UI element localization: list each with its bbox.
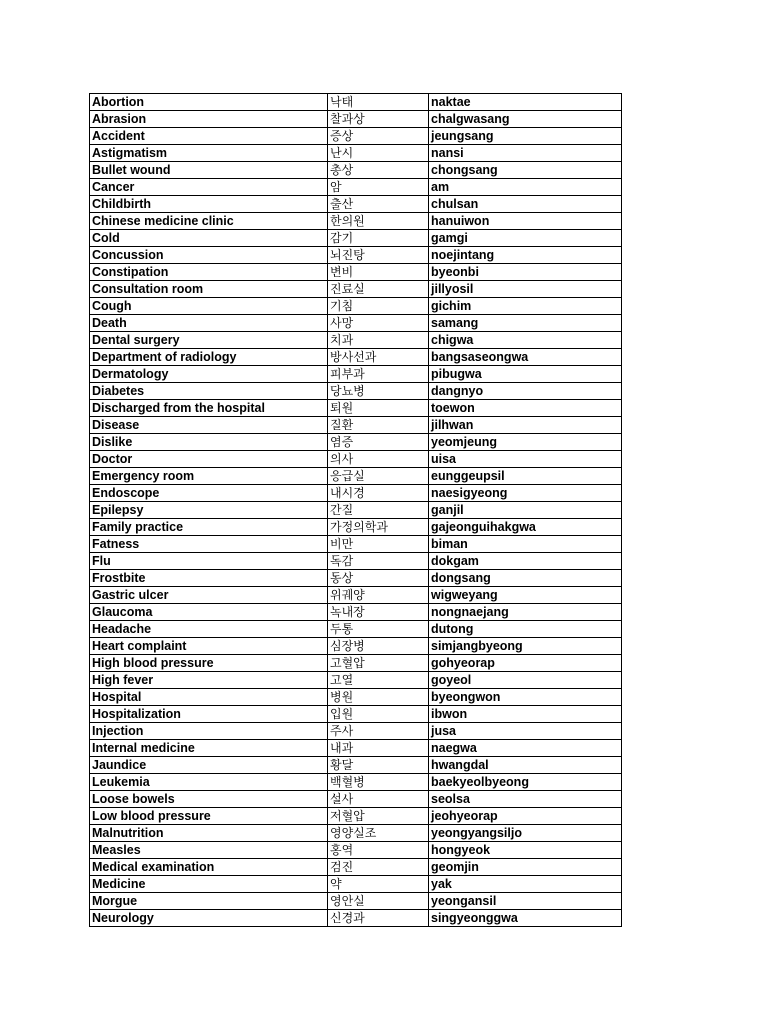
korean-term-cell: 비만 (328, 536, 429, 553)
romanization-cell: jusa (429, 723, 622, 740)
table-row (90, 723, 622, 740)
korean-term-cell: 내시경 (328, 485, 429, 502)
vocabulary-table-body (90, 94, 622, 927)
romanization-cell: dokgam (429, 553, 622, 570)
table-row (90, 519, 622, 536)
romanization-cell: toewon (429, 400, 622, 417)
english-term-cell: Hospitalization (90, 706, 328, 723)
korean-term-cell: 증상 (328, 128, 429, 145)
romanization-cell: noejintang (429, 247, 622, 264)
romanization-cell: ganjil (429, 502, 622, 519)
romanization-cell: jeungsang (429, 128, 622, 145)
english-term-cell: High blood pressure (90, 655, 328, 672)
korean-term-cell: 출산 (328, 196, 429, 213)
korean-term-cell: 진료실 (328, 281, 429, 298)
english-term-cell: Loose bowels (90, 791, 328, 808)
english-term-cell: Hospital (90, 689, 328, 706)
table-row (90, 298, 622, 315)
table-row (90, 434, 622, 451)
english-term-cell: High fever (90, 672, 328, 689)
table-row (90, 672, 622, 689)
english-term-cell: Internal medicine (90, 740, 328, 757)
english-term-cell: Glaucoma (90, 604, 328, 621)
english-term-cell: Medicine (90, 876, 328, 893)
english-term-cell: Chinese medicine clinic (90, 213, 328, 230)
table-row (90, 400, 622, 417)
table-row (90, 213, 622, 230)
korean-term-cell: 암 (328, 179, 429, 196)
korean-term-cell: 간질 (328, 502, 429, 519)
korean-term-cell: 치과 (328, 332, 429, 349)
romanization-cell: yeongansil (429, 893, 622, 910)
korean-term-cell: 영양실조 (328, 825, 429, 842)
romanization-cell: naktae (429, 94, 622, 111)
table-row (90, 791, 622, 808)
korean-term-cell: 질환 (328, 417, 429, 434)
english-term-cell: Flu (90, 553, 328, 570)
english-term-cell: Low blood pressure (90, 808, 328, 825)
romanization-cell: naegwa (429, 740, 622, 757)
korean-term-cell: 당뇨병 (328, 383, 429, 400)
english-term-cell: Neurology (90, 910, 328, 927)
table-row (90, 349, 622, 366)
table-row (90, 145, 622, 162)
korean-term-cell: 동상 (328, 570, 429, 587)
romanization-cell: wigweyang (429, 587, 622, 604)
korean-term-cell: 한의원 (328, 213, 429, 230)
korean-term-cell: 설사 (328, 791, 429, 808)
korean-term-cell: 의사 (328, 451, 429, 468)
table-row (90, 485, 622, 502)
english-term-cell: Concussion (90, 247, 328, 264)
romanization-cell: eunggeupsil (429, 468, 622, 485)
korean-term-cell: 낙태 (328, 94, 429, 111)
table-row (90, 842, 622, 859)
romanization-cell: singyeonggwa (429, 910, 622, 927)
table-row (90, 366, 622, 383)
english-term-cell: Family practice (90, 519, 328, 536)
english-term-cell: Dermatology (90, 366, 328, 383)
table-row (90, 876, 622, 893)
romanization-cell: hongyeok (429, 842, 622, 859)
romanization-cell: bangsaseongwa (429, 349, 622, 366)
romanization-cell: dangnyo (429, 383, 622, 400)
table-row (90, 808, 622, 825)
english-term-cell: Gastric ulcer (90, 587, 328, 604)
romanization-cell: dongsang (429, 570, 622, 587)
table-row (90, 825, 622, 842)
english-term-cell: Astigmatism (90, 145, 328, 162)
korean-term-cell: 위궤양 (328, 587, 429, 604)
korean-term-cell: 두통 (328, 621, 429, 638)
romanization-cell: yak (429, 876, 622, 893)
korean-term-cell: 저혈압 (328, 808, 429, 825)
table-row (90, 536, 622, 553)
english-term-cell: Measles (90, 842, 328, 859)
table-row (90, 587, 622, 604)
english-term-cell: Constipation (90, 264, 328, 281)
table-row (90, 621, 622, 638)
table-row (90, 706, 622, 723)
english-term-cell: Medical examination (90, 859, 328, 876)
korean-term-cell: 피부과 (328, 366, 429, 383)
romanization-cell: hanuiwon (429, 213, 622, 230)
table-row (90, 689, 622, 706)
romanization-cell: byeonbi (429, 264, 622, 281)
english-term-cell: Department of radiology (90, 349, 328, 366)
english-term-cell: Frostbite (90, 570, 328, 587)
korean-term-cell: 심장병 (328, 638, 429, 655)
romanization-cell: naesigyeong (429, 485, 622, 502)
table-row (90, 417, 622, 434)
romanization-cell: gohyeorap (429, 655, 622, 672)
table-row (90, 162, 622, 179)
english-term-cell: Injection (90, 723, 328, 740)
table-row (90, 757, 622, 774)
table-row (90, 893, 622, 910)
romanization-cell: am (429, 179, 622, 196)
english-term-cell: Childbirth (90, 196, 328, 213)
korean-term-cell: 독감 (328, 553, 429, 570)
table-row (90, 111, 622, 128)
english-term-cell: Endoscope (90, 485, 328, 502)
romanization-cell: geomjin (429, 859, 622, 876)
table-row (90, 502, 622, 519)
table-row (90, 740, 622, 757)
romanization-cell: simjangbyeong (429, 638, 622, 655)
korean-term-cell: 검진 (328, 859, 429, 876)
korean-term-cell: 고열 (328, 672, 429, 689)
romanization-cell: chigwa (429, 332, 622, 349)
romanization-cell: goyeol (429, 672, 622, 689)
table-row (90, 315, 622, 332)
english-term-cell: Diabetes (90, 383, 328, 400)
romanization-cell: yeomjeung (429, 434, 622, 451)
english-term-cell: Fatness (90, 536, 328, 553)
romanization-cell: dutong (429, 621, 622, 638)
table-row (90, 553, 622, 570)
english-term-cell: Cold (90, 230, 328, 247)
romanization-cell: chalgwasang (429, 111, 622, 128)
korean-term-cell: 난시 (328, 145, 429, 162)
english-term-cell: Doctor (90, 451, 328, 468)
romanization-cell: jillyosil (429, 281, 622, 298)
korean-term-cell: 감기 (328, 230, 429, 247)
table-row (90, 468, 622, 485)
romanization-cell: baekyeolbyeong (429, 774, 622, 791)
romanization-cell: biman (429, 536, 622, 553)
table-row (90, 604, 622, 621)
english-term-cell: Headache (90, 621, 328, 638)
korean-term-cell: 홍역 (328, 842, 429, 859)
table-row (90, 128, 622, 145)
korean-term-cell: 총상 (328, 162, 429, 179)
english-term-cell: Cough (90, 298, 328, 315)
english-term-cell: Death (90, 315, 328, 332)
romanization-cell: nansi (429, 145, 622, 162)
korean-term-cell: 퇴원 (328, 400, 429, 417)
korean-term-cell: 변비 (328, 264, 429, 281)
korean-term-cell: 찰과상 (328, 111, 429, 128)
table-row (90, 859, 622, 876)
table-row (90, 638, 622, 655)
korean-term-cell: 신경과 (328, 910, 429, 927)
vocabulary-table (89, 93, 622, 927)
korean-term-cell: 고혈압 (328, 655, 429, 672)
english-term-cell: Heart complaint (90, 638, 328, 655)
english-term-cell: Malnutrition (90, 825, 328, 842)
english-term-cell: Bullet wound (90, 162, 328, 179)
korean-term-cell: 응급실 (328, 468, 429, 485)
table-row (90, 247, 622, 264)
romanization-cell: uisa (429, 451, 622, 468)
table-row (90, 655, 622, 672)
table-row (90, 451, 622, 468)
table-row (90, 332, 622, 349)
romanization-cell: byeongwon (429, 689, 622, 706)
romanization-cell: gajeonguihakgwa (429, 519, 622, 536)
english-term-cell: Jaundice (90, 757, 328, 774)
english-term-cell: Disease (90, 417, 328, 434)
korean-term-cell: 병원 (328, 689, 429, 706)
korean-term-cell: 황달 (328, 757, 429, 774)
romanization-cell: jeohyeorap (429, 808, 622, 825)
korean-term-cell: 뇌진탕 (328, 247, 429, 264)
table-row (90, 281, 622, 298)
table-row (90, 910, 622, 927)
korean-term-cell: 사망 (328, 315, 429, 332)
english-term-cell: Emergency room (90, 468, 328, 485)
english-term-cell: Cancer (90, 179, 328, 196)
english-term-cell: Epilepsy (90, 502, 328, 519)
korean-term-cell: 약 (328, 876, 429, 893)
korean-term-cell: 염증 (328, 434, 429, 451)
english-term-cell: Morgue (90, 893, 328, 910)
english-term-cell: Leukemia (90, 774, 328, 791)
romanization-cell: gichim (429, 298, 622, 315)
table-row (90, 94, 622, 111)
korean-term-cell: 녹내장 (328, 604, 429, 621)
romanization-cell: seolsa (429, 791, 622, 808)
english-term-cell: Consultation room (90, 281, 328, 298)
romanization-cell: nongnaejang (429, 604, 622, 621)
romanization-cell: ibwon (429, 706, 622, 723)
english-term-cell: Dislike (90, 434, 328, 451)
korean-term-cell: 주사 (328, 723, 429, 740)
korean-term-cell: 기침 (328, 298, 429, 315)
english-term-cell: Abortion (90, 94, 328, 111)
english-term-cell: Abrasion (90, 111, 328, 128)
romanization-cell: hwangdal (429, 757, 622, 774)
korean-term-cell: 내과 (328, 740, 429, 757)
korean-term-cell: 입원 (328, 706, 429, 723)
romanization-cell: chulsan (429, 196, 622, 213)
romanization-cell: pibugwa (429, 366, 622, 383)
korean-term-cell: 방사선과 (328, 349, 429, 366)
table-row (90, 264, 622, 281)
romanization-cell: gamgi (429, 230, 622, 247)
romanization-cell: samang (429, 315, 622, 332)
table-row (90, 383, 622, 400)
table-row (90, 570, 622, 587)
romanization-cell: yeongyangsiljo (429, 825, 622, 842)
korean-term-cell: 백혈병 (328, 774, 429, 791)
table-row (90, 196, 622, 213)
table-row (90, 774, 622, 791)
korean-term-cell: 영안실 (328, 893, 429, 910)
english-term-cell: Dental surgery (90, 332, 328, 349)
table-row (90, 230, 622, 247)
romanization-cell: jilhwan (429, 417, 622, 434)
romanization-cell: chongsang (429, 162, 622, 179)
english-term-cell: Discharged from the hospital (90, 400, 328, 417)
korean-term-cell: 가정의학과 (328, 519, 429, 536)
english-term-cell: Accident (90, 128, 328, 145)
table-row (90, 179, 622, 196)
